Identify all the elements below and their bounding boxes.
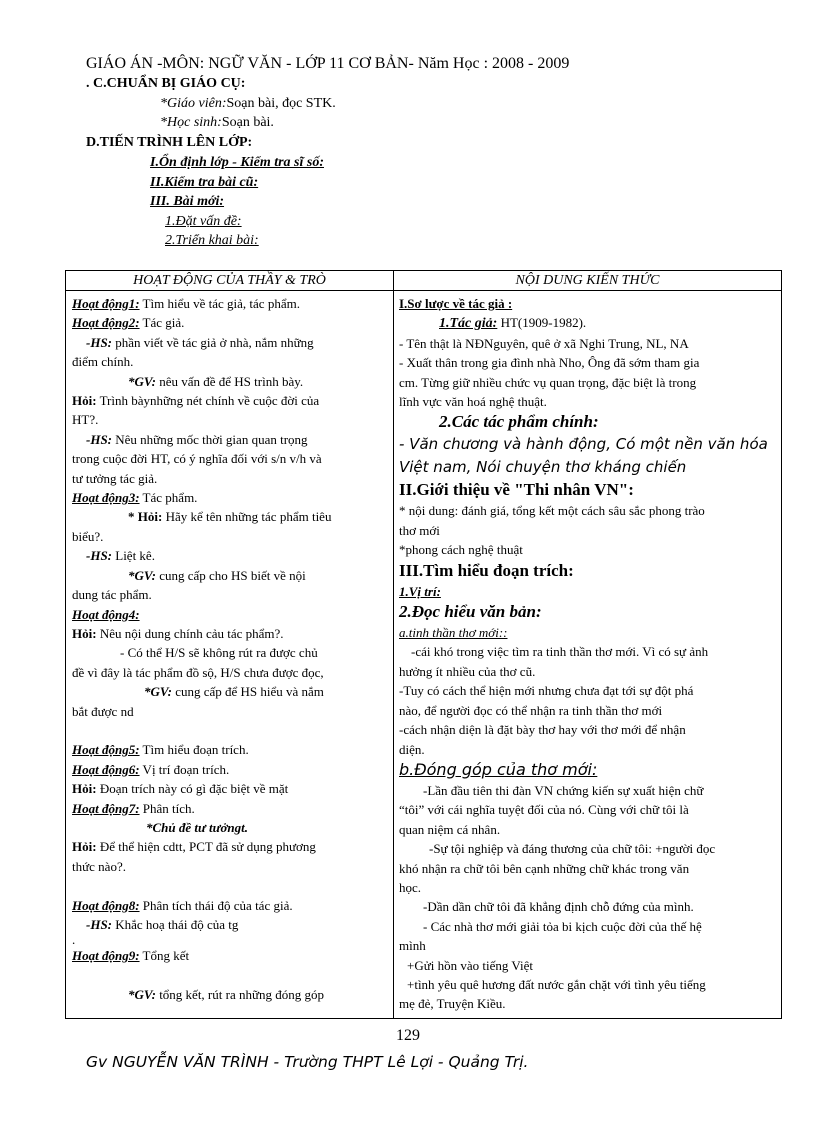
- works-heading: 2.Các tác phẩm chính:: [439, 412, 599, 432]
- content-section-3: III.Tìm hiểu đoạn trích:: [399, 560, 574, 580]
- position-heading: 1.Vị trí:: [399, 583, 441, 599]
- gv-label: *GV:: [144, 684, 172, 700]
- hs-text-cont: trong cuộc đời HT, có ý nghĩa đối với s/n v/h và: [72, 451, 322, 467]
- lesson-table: [65, 270, 782, 1019]
- activity-9-label: Hoạt động9:: [72, 948, 140, 964]
- content-line: * nội dung: đánh giá, tổng kết một cách sâu sắc phong trào: [399, 503, 705, 519]
- activity-7-text: Phân tích.: [139, 800, 195, 816]
- subsection-a: a.tinh thần thơ mới::: [399, 625, 508, 641]
- activity-4-label: Hoạt động4:: [72, 606, 140, 622]
- gv-text-cont: bắt được nd: [72, 703, 134, 719]
- author-heading: 1.Tác giả:: [439, 316, 498, 332]
- section-d-heading: D.TIẾN TRÌNH LÊN LỚP:: [86, 135, 253, 150]
- content-line: -cái khó trong việc tìm ra tinh thần thơ mới. Vì có sự ảnh: [411, 644, 709, 660]
- question-text: Đoạn trích này có gì đặc biệt về mặt: [96, 781, 289, 797]
- note-text-cont: đề vì đây là tác phẩm đồ sộ, H/S chưa được đọc,: [72, 664, 324, 680]
- col-header-content: NỘI DUNG KIẾN THỨC: [394, 271, 782, 291]
- hs-label: -HS:: [86, 916, 112, 932]
- hs-label: -HS:: [86, 431, 112, 447]
- question-label: * Hỏi:: [128, 509, 163, 525]
- activity-8-label: Hoạt động8:: [72, 897, 140, 913]
- question-label: Hỏi:: [72, 625, 97, 641]
- step-1: I.Ổn định lớp - Kiểm tra sĩ số:: [150, 155, 324, 170]
- activity-6-text: Vị trí đoạn trích.: [139, 761, 230, 777]
- document-title: GIÁO ÁN -MÔN: NGỮ VĂN - LỚP 11 CƠ BẢN- Năm Học : 2008 - 2009: [86, 55, 570, 72]
- content-line: -Tuy có cách thể hiện mới nhưng chưa đạt tới sự đột phá: [399, 683, 694, 699]
- content-line: +Gửi hồn vào tiếng Việt: [407, 957, 534, 973]
- gv-text: nêu vấn đề để HS trình bày.: [155, 373, 304, 389]
- activity-3-label: Hoạt động3:: [72, 490, 140, 506]
- subsection-b: b.Đóng góp của thơ mới:: [399, 759, 598, 779]
- content-section-2: II.Giới thiệu về "Thi nhân VN":: [399, 480, 634, 500]
- gv-text: tổng kết, rút ra những đóng góp: [155, 987, 325, 1003]
- hs-text-cont: điểm chính.: [72, 354, 134, 370]
- hs-label: -HS:: [86, 548, 112, 564]
- gv-text: cung cấp cho HS biết về nội: [155, 567, 306, 583]
- reading-heading: 2.Đọc hiểu văn bản:: [399, 602, 542, 622]
- teacher-prep: [160, 96, 336, 112]
- col-header-activities: HOẠT ĐỘNG CỦA THẦY & TRÒ: [66, 271, 394, 291]
- gv-text-cont: dung tác phẩm.: [72, 587, 152, 603]
- teacher-text: Soạn bài, đọc STK.: [226, 96, 336, 111]
- theme-label: *Chủ đề tư tưởngt.: [146, 819, 249, 835]
- content-line: khó nhận ra chữ tôi bên cạnh những chữ khác trong văn: [399, 860, 690, 876]
- question-text-cont: biểu?.: [72, 528, 104, 544]
- activity-8-text: Phân tích thái độ của tác giả.: [139, 897, 293, 913]
- content-section-1: I.Sơ lược về tác giả :: [399, 296, 513, 311]
- page-number: 129: [396, 1027, 420, 1044]
- content-line: mình: [399, 938, 426, 954]
- content-line: diện.: [399, 741, 425, 757]
- hs-text: Khắc hoạ thái độ của tg: [112, 916, 239, 932]
- gv-label: *GV:: [128, 373, 156, 389]
- content-line: - Tên thật là NĐNguyên, quê ở xã Nghi Trung, NL, NA: [399, 335, 689, 351]
- activity-1-text: Tìm hiểu về tác giả, tác phẩm.: [139, 296, 300, 311]
- activity-5-label: Hoạt động5:: [72, 742, 140, 758]
- activities-column: [66, 291, 394, 1019]
- content-line: +tình yêu quê hương đất nước gắn chặt với tình yêu tiếng: [407, 976, 706, 992]
- hs-text: Liệt kê.: [112, 548, 155, 564]
- content-line: - Các nhà thơ mới giải tỏa bi kịch cuộc đời của thế hệ: [423, 918, 702, 934]
- hs-text-cont: tư tưởng tác giả.: [72, 470, 158, 486]
- student-prep: [160, 115, 274, 131]
- student-text: Soạn bài.: [221, 115, 274, 130]
- question-text-cont: HT?.: [72, 412, 99, 428]
- activity-1-label: Hoạt động1:: [72, 296, 140, 311]
- content-line: cm. Từng giữ nhiều chức vụ quan trọng, đặc biệt là trong: [399, 374, 697, 390]
- question-label: Hỏi:: [72, 839, 97, 855]
- teacher-label: *Giáo viên:: [160, 96, 227, 111]
- content-line: hưởng ít nhiều của thơ cũ.: [399, 663, 536, 679]
- content-line: lĩnh vực văn hoá nghệ thuật.: [399, 394, 547, 410]
- question-text-cont: thức nào?.: [72, 858, 126, 874]
- question-text: Để thể hiện cdtt, PCT đã sử dụng phương: [96, 839, 316, 855]
- activity-2-text: Tác giả.: [139, 315, 185, 331]
- content-line: -Dần dần chữ tôi đã khẳng định chỗ đứng của mình.: [423, 899, 694, 915]
- content-line: nào, để người đọc có thể nhận ra tinh thần thơ mới: [399, 702, 663, 718]
- content-line: -cách nhận diện là đặt bày thơ hay với thơ mới để nhận: [399, 722, 686, 738]
- question-label: Hỏi:: [72, 781, 97, 797]
- step-3-1: 1.Đặt vấn đề:: [165, 214, 242, 229]
- question-text: Hãy kể tên những tác phẩm tiêu: [162, 509, 332, 525]
- gv-label: *GV:: [128, 987, 156, 1003]
- gv-label: *GV:: [128, 567, 156, 583]
- content-line: quan niệm cá nhân.: [399, 821, 501, 837]
- section-c-heading: . C.CHUẨN BỊ GIÁO CỤ:: [86, 76, 246, 91]
- step-3-2: 2.Triển khai bài:: [165, 233, 259, 248]
- activity-6-label: Hoạt động6:: [72, 761, 140, 777]
- content-line: -Lần đầu tiên thi đàn VN chứng kiến sự xuất hiện chữ: [423, 782, 704, 798]
- hs-text: phần viết về tác giả ở nhà, nắm những: [112, 334, 314, 350]
- works-list: - Văn chương và hành động, Có một nền văn hóa: [399, 435, 768, 454]
- hs-text: Nêu những mốc thời gian quan trọng: [112, 431, 308, 447]
- content-line: mẹ đẻ, Truyện Kiều.: [399, 996, 506, 1012]
- content-line: “tôi” với cái nghĩa tuyệt đối của nó. Cùng với chữ tôi là: [399, 802, 689, 818]
- activity-7-label: Hoạt động7:: [72, 800, 140, 816]
- content-line: -Sự tội nghiệp và đáng thương của chữ tôi: +người đọc: [429, 841, 716, 857]
- hs-label: -HS:: [86, 334, 112, 350]
- content-column: [394, 291, 782, 1019]
- gv-text: cung cấp để HS hiểu và nắm: [171, 684, 324, 700]
- dot-mark: .: [72, 932, 76, 948]
- activity-3-text: Tác phẩm.: [139, 490, 198, 506]
- student-label: *Học sinh:: [160, 115, 222, 130]
- activity-5-text: Tìm hiểu đoạn trích.: [139, 742, 249, 758]
- activity-2-label: Hoạt động2:: [72, 315, 140, 331]
- content-line: học.: [399, 879, 422, 895]
- content-line: - Xuất thân trong gia đình nhà Nho, Ông đã sớm tham gia: [399, 355, 700, 371]
- question-text: Nêu nội dung chính cảu tác phẩm?.: [96, 625, 284, 641]
- page-footer: Gv NGUYỄN VĂN TRÌNH - Trường THPT Lê Lợi - Quảng Trị.: [86, 1053, 529, 1071]
- step-2: II.Kiểm tra bài cũ:: [150, 175, 259, 190]
- question-text: Trình bàynhững nét chính về cuộc đời của: [96, 393, 320, 409]
- content-line: *phong cách nghệ thuật: [399, 542, 523, 558]
- question-label: Hỏi:: [72, 393, 97, 409]
- activity-9-text: Tổng kết: [139, 948, 190, 964]
- step-3: III. Bài mới:: [150, 194, 225, 209]
- author-years: HT(1909-1982).: [497, 315, 587, 331]
- content-line: thơ mới: [399, 522, 440, 538]
- works-list-cont: Việt nam, Nói chuyện thơ kháng chiến: [399, 458, 687, 477]
- note-text: - Có thể H/S sẽ không rút ra được chủ: [120, 645, 318, 661]
